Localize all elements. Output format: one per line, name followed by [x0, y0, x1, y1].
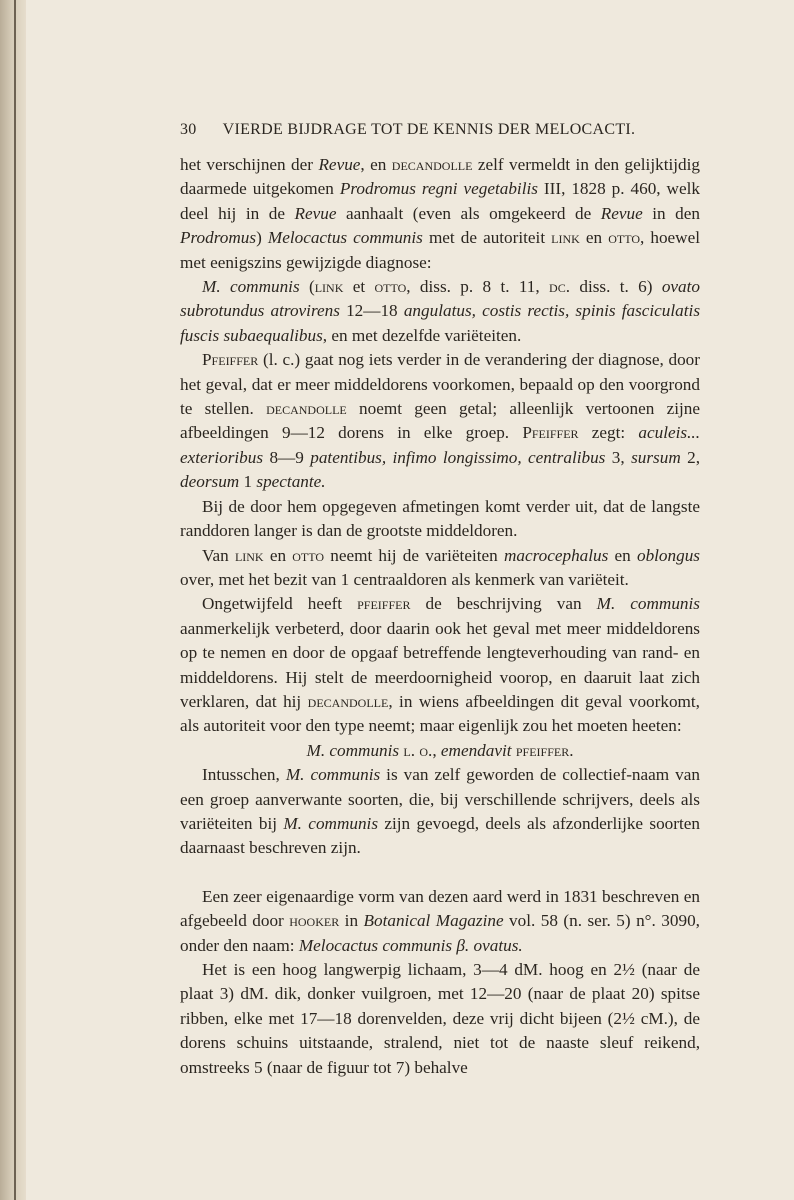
text-span: zelf vermeldt in den gelijktijdig daarmede uitgekomen [180, 155, 700, 199]
italic-term: Melocactus communis β. ovatus. [298, 935, 523, 955]
author-name: dc [549, 277, 566, 297]
author-name: pfeiffer [357, 594, 411, 614]
text-span: aanmerkelijk verbeterd, door daarin ook het geval met meer middeldorens op te nemen en door de opgaaf betreffende lengteverhouding van rand- en middeldorens. Hij stelt de meerdoornigheid voorop, en daaruit laat zich verklaren, dat hij [180, 618, 700, 711]
paragraph-5 [180, 544, 700, 593]
author-name: link [551, 228, 580, 248]
author-name: otto [374, 277, 407, 297]
paragraph-1 [180, 153, 700, 275]
text-span: het verschijnen der [180, 155, 319, 174]
text-span: en [608, 545, 637, 565]
italic-term: deorsum [180, 472, 240, 492]
text-span: , en [360, 155, 392, 174]
author-name: l. o. [403, 740, 433, 760]
text-span: in [339, 911, 364, 931]
italic-term: M. communis [306, 740, 400, 760]
text-span: 8—9 [263, 447, 311, 467]
italic-term: macrocephalus [503, 545, 609, 565]
italic-term: M. communis [283, 813, 379, 833]
paragraph-7-name [180, 739, 700, 763]
body-text [180, 153, 700, 1080]
text-span: Intusschen, [202, 765, 286, 785]
running-title: VIERDE BIJDRAGE TOT DE KENNIS DER MELOCACTI. [222, 121, 636, 138]
text-span: Het is een hoog langwerpig lichaam, 3—4 dM. hoog en 2½ (naar de plaat 3) dM. dik, donker vuilgroen, met 12—20 (naar de plaat 20) spitse ribben, elke met 17—18 dorenvelden, deze vrij dicht bijeen (2½ cM.), de dorens schuins uitstaande, stralend, niet tot de naaste sleuf reikend, omstreeks 5 (naar de figuur tot 7) behalve [180, 960, 700, 1077]
italic-term: oblongus [636, 545, 700, 565]
italic-term: Prodromus [180, 228, 257, 248]
italic-term: M. communis [202, 277, 300, 297]
italic-term: Botanical Magazine [363, 911, 504, 931]
text-span: in den [642, 203, 700, 223]
text-span: en [263, 545, 293, 565]
paragraph-9 [180, 885, 700, 958]
italic-term: Prodromus regni vegetabilis [339, 179, 538, 199]
text-span: , [432, 740, 441, 760]
italic-term: Revue [294, 203, 337, 223]
text-span: 3, [605, 447, 632, 467]
paragraph-2-diagnosis [180, 275, 700, 348]
author-name: link [234, 545, 264, 565]
author-name: Pfeiffer [202, 350, 259, 370]
text-span: Ongetwijfeld heeft [202, 594, 358, 614]
italic-term: patentibus, infimo longissimo, centralibus [310, 447, 606, 467]
text-span: Bij de door hem opgegeven afmetingen komt verder uit, dat de langste randdoren langer is dan de grootste middeldoren. [180, 496, 700, 541]
author-name: pfeiffer [515, 740, 570, 760]
text-span: . diss. t. 6) [565, 277, 662, 297]
text-span: . [569, 740, 574, 760]
italic-term: M. communis [285, 765, 381, 785]
paragraph-8 [180, 763, 700, 861]
text-span: 1 [239, 472, 257, 492]
author-name: otto [608, 228, 640, 248]
italic-term: ovato subrotundus atrovirens [180, 277, 700, 321]
italic-term: Melocactus communis [267, 228, 423, 248]
text-span: , en met dezelfde variëteiten. [322, 325, 522, 345]
section-gap [180, 861, 700, 885]
text-span: III, 1828 p. 460, welk deel hij in de [180, 179, 700, 223]
italic-term: emendavit [440, 740, 512, 760]
italic-term: angulatus, costis rectis, spinis fasciculatis fuscis subaequalibus [180, 301, 701, 345]
text-span: 12—18 [339, 301, 404, 321]
text-span: , in wiens afbeeldingen dit geval voorkomt, als autoriteit voor den type neemt; maar eigenlijk zou het moeten heeten: [180, 691, 700, 736]
text-span: 2, [680, 447, 701, 467]
text-span: met de autoriteit [422, 228, 552, 248]
paragraph-10 [180, 958, 700, 1080]
paragraph-4 [180, 495, 700, 544]
text-span: , diss. p. 8 t. 11, [406, 277, 550, 297]
paragraph-6 [180, 592, 700, 738]
text-span: (l. c.) gaat nog iets verder in de verandering der diagnose, door het geval, dat er meer middeldorens voorkomen, bepaald op den voorgrond te stellen. [180, 350, 700, 419]
italic-term: aculeis... exterioribus [180, 423, 700, 467]
text-span: aanhaalt (even als omgekeerd de [336, 203, 601, 223]
page-number: 30 [180, 121, 197, 138]
text-span: Een zeer eigenaardige vorm van dezen aard werd in 1831 beschreven en afgebeeld door [180, 886, 700, 931]
text-span: ( [299, 277, 315, 297]
text-span: zijn gevoegd, deels als afzonderlijke soorten daarnaast beschreven zijn. [180, 813, 700, 858]
text-span: noemt geen getal; alleenlijk vertoonen zijne afbeeldingen 9—12 dorens in elke groep. [180, 399, 700, 443]
text-span: over, met het bezit van 1 centraaldoren als kenmerk van variëteit. [180, 569, 629, 589]
paragraph-3 [180, 348, 700, 494]
text-span: Van [202, 545, 235, 565]
page-gutter [0, 0, 26, 1200]
author-name: link [314, 277, 344, 297]
author-name: decandolle [266, 399, 347, 419]
text-span: ) [256, 228, 268, 248]
author-name: decandolle [307, 691, 389, 711]
italic-term: spectante. [256, 472, 326, 492]
author-name: otto [292, 545, 325, 565]
author-name: hooker [289, 911, 340, 931]
author-name: Pfeiffer [522, 423, 579, 443]
text-span: de beschrijving van [410, 594, 597, 614]
running-header [180, 121, 700, 139]
text-span: zegt: [578, 423, 639, 443]
italic-term: sursum [631, 447, 681, 467]
italic-term: Revue [600, 203, 643, 223]
text-span: , hoewel met eenigszins gewijzigde diagnose: [180, 228, 700, 272]
text-span: neemt hij de variëteiten [324, 545, 504, 565]
text-span: is van zelf geworden de collectief-naam van een groep aanverwante soorten, die, bij verschillende schrijvers, deels als variëteiten bij [180, 765, 700, 833]
author-name: decandolle [391, 155, 473, 174]
italic-term: M. communis [596, 594, 700, 614]
italic-term: Revue [318, 155, 361, 174]
text-span: vol. 58 (n. ser. 5) n°. 3090, onder den naam: [180, 911, 700, 955]
binding-edge [14, 0, 16, 1200]
text-span: et [343, 277, 375, 297]
text-span: en [579, 228, 609, 248]
